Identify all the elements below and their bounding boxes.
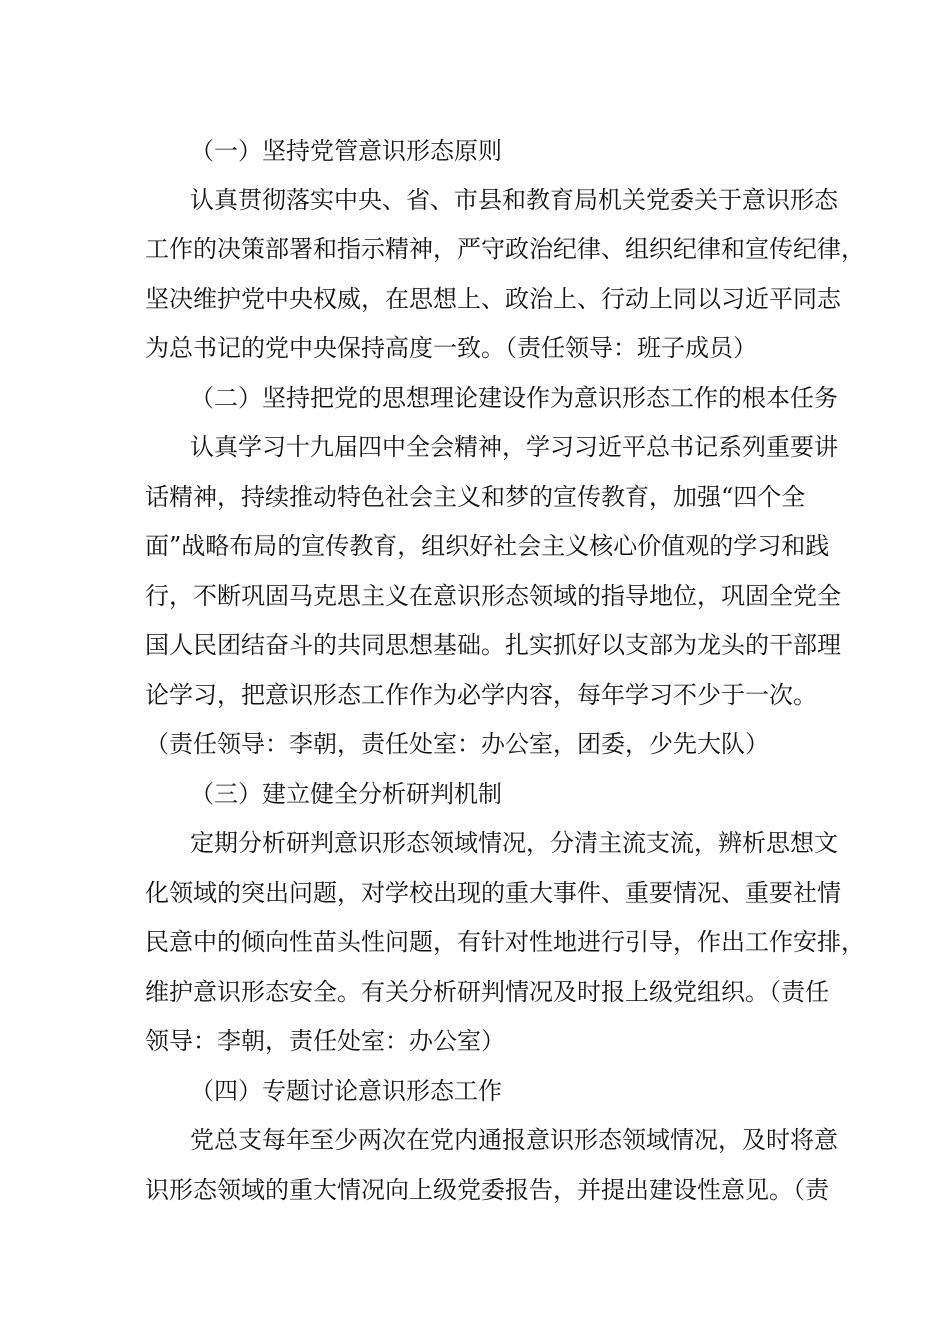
section-heading-2: （二）坚持把党的思想理论建设作为意识形态工作的根本任务	[190, 384, 838, 412]
paragraph-line: 识形态领域的重大情况向上级党委报告，并提出建设性意见。（责	[145, 1176, 829, 1204]
paragraph-line: 认真贯彻落实中央、省、市县和教育局机关党委关于意识形态	[190, 186, 838, 214]
paragraph-line: 党总支每年至少两次在党内通报意识形态领域情况，及时将意	[190, 1126, 838, 1154]
paragraph-line: 民意中的倾向性苗头性问题，有针对性地进行引导，作出工作安排，	[145, 928, 865, 956]
paragraph-line: 行，不断巩固马克思主义在意识形态领域的指导地位，巩固全党全	[145, 582, 841, 610]
section-heading-3: （三）建立健全分析研判机制	[190, 780, 502, 808]
paragraph-line: 论学习，把意识形态工作作为必学内容，每年学习不少于一次。	[145, 681, 817, 709]
paragraph-line: 为总书记的党中央保持高度一致。（责任领导：班子成员）	[145, 334, 757, 362]
section-heading-1: （一）坚持党管意识形态原则	[190, 137, 502, 165]
paragraph-line: 工作的决策部署和指示精神，严守政治纪律、组织纪律和宣传纪律，	[145, 235, 865, 263]
paragraph-line: （责任领导：李朝，责任处室：办公室，团委，少先大队）	[145, 730, 769, 758]
section-heading-4: （四）专题讨论意识形态工作	[190, 1077, 502, 1105]
paragraph-line: 话精神，持续推动特色社会主义和梦的宣传教育，加强“四个全	[145, 483, 806, 511]
paragraph-line: 化领域的突出问题，对学校出现的重大事件、重要情况、重要社情	[145, 879, 841, 907]
paragraph-line: 定期分析研判意识形态领域情况，分清主流支流，辨析思想文	[190, 829, 838, 857]
paragraph-line: 领导：李朝，责任处室：办公室）	[145, 1027, 505, 1055]
paragraph-line: 认真学习十九届四中全会精神，学习习近平总书记系列重要讲	[190, 433, 838, 461]
paragraph-line: 坚决维护党中央权威，在思想上、政治上、行动上同以习近平同志	[145, 285, 841, 313]
paragraph-line: 维护意识形态安全。有关分析研判情况及时报上级党组织。（责任	[145, 978, 829, 1006]
paragraph-line: 国人民团结奋斗的共同思想基础。扎实抓好以支部为龙头的干部理	[145, 631, 841, 659]
paragraph-line: 面”战略布局的宣传教育，组织好社会主义核心价值观的学习和践	[145, 532, 830, 560]
